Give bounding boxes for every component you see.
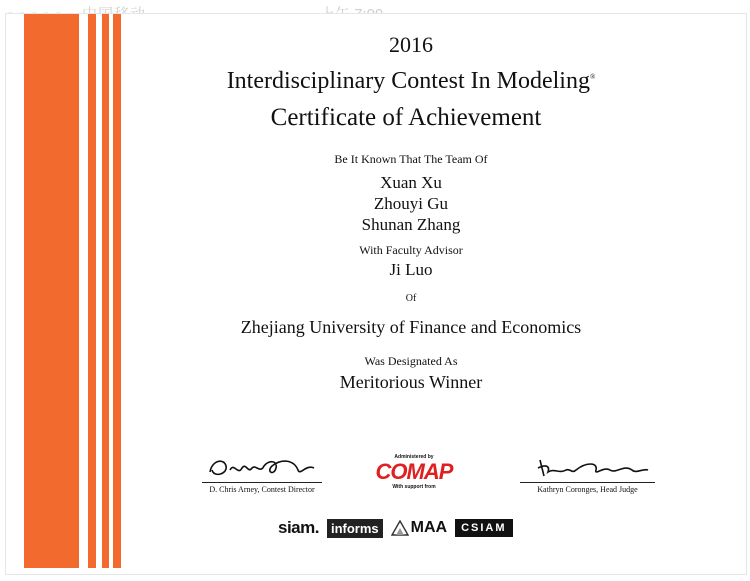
judge-signature bbox=[520, 454, 655, 494]
maa-label: MAA bbox=[410, 519, 448, 536]
comap-block bbox=[374, 454, 454, 490]
of-label: Of bbox=[405, 293, 417, 304]
director-name: D. Chris Arney, Contest Director bbox=[202, 482, 322, 494]
advisor-name: Ji Luo bbox=[389, 260, 433, 279]
signature-icon bbox=[520, 454, 655, 482]
contest-title: Interdisciplinary Contest In Modeling bbox=[226, 68, 590, 94]
certificate-page bbox=[6, 14, 746, 574]
maa-emblem-icon bbox=[391, 520, 409, 536]
award-title: Meritorious Winner bbox=[339, 372, 483, 392]
siam-logo: siam. bbox=[278, 518, 319, 537]
advisor-label: With Faculty Advisor bbox=[359, 243, 463, 257]
known-line: Be It Known That The Team Of bbox=[334, 152, 488, 166]
maa-logo bbox=[391, 519, 447, 537]
team-member: Xuan Xu bbox=[380, 173, 442, 192]
team-member: Zhouyi Gu bbox=[373, 194, 449, 213]
csiam-logo: CSIAM bbox=[455, 519, 512, 537]
decorative-stripe bbox=[88, 14, 96, 568]
informs-logo: informs bbox=[327, 519, 383, 538]
designated-label: Was Designated As bbox=[364, 354, 458, 368]
comap-logo: COMAP bbox=[375, 459, 453, 484]
certificate-title: Certificate of Achievement bbox=[270, 104, 542, 131]
decorative-stripe bbox=[102, 14, 109, 568]
certificate-year: 2016 bbox=[389, 32, 433, 57]
university-name: Zhejiang University of Finance and Economics bbox=[240, 317, 582, 337]
contest-name bbox=[186, 68, 636, 95]
director-signature bbox=[202, 454, 322, 494]
sponsor-logos bbox=[278, 518, 513, 538]
support-label: With support from bbox=[392, 484, 436, 490]
registered-mark: ® bbox=[589, 73, 596, 81]
administered-label: Administered by bbox=[394, 454, 434, 460]
decorative-stripe bbox=[113, 14, 121, 568]
judge-name: Kathryn Coronges, Head Judge bbox=[520, 482, 655, 494]
decorative-band bbox=[24, 14, 79, 568]
team-member: Shunan Zhang bbox=[361, 215, 461, 234]
signature-icon bbox=[202, 454, 322, 482]
